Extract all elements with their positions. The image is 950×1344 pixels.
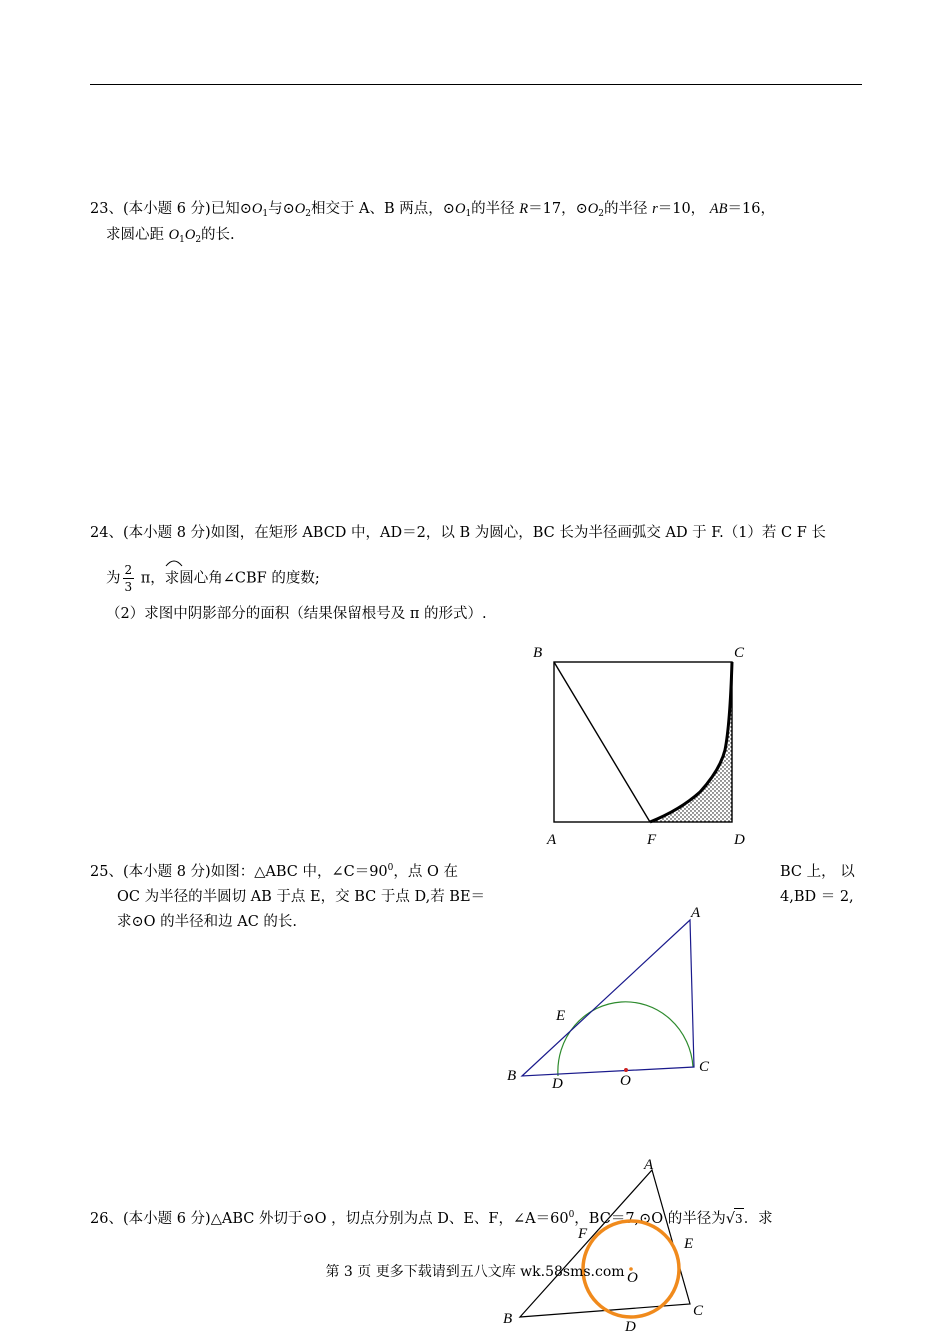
semicircle <box>558 1002 693 1076</box>
q25-line-1-left: 25、(本小题 8 分)如图：△ABC 中，$\angle C=90^0$，点 O 在 <box>90 863 458 880</box>
label-d: D <box>625 1319 636 1335</box>
figure-24-rectangle <box>520 640 780 860</box>
sqrt-radicand: 3 <box>734 1208 744 1229</box>
fraction-two-thirds: $\frac{2}{3}$ <box>124 563 133 594</box>
center-o <box>624 1068 628 1072</box>
label-b: B <box>507 1068 517 1084</box>
q26-line-1: 26、(本小题 6 分)△ABC 外切于⊙O ，切点分别为点 D、E、F，$\angle A=60^0$，BC＝7,⊙O 的半径为√3．求 <box>90 1210 773 1227</box>
q25-line-3: 求⊙O 的半径和边 AC 的长. <box>117 914 298 930</box>
triangle-abc <box>522 920 694 1076</box>
q25-line-2-right: 4,BD ＝ 2, <box>780 889 854 905</box>
arc-mark <box>165 559 183 567</box>
q23-line-1: 23、(本小题 6 分)已知$⊙O_1$与$⊙O_2$相交于 A、B 两点，$⊙O_1$的半径 R＝17，$⊙O_2$的半径 r＝10， AB＝16， <box>90 201 775 219</box>
label-d: D <box>734 832 745 848</box>
q25-line-2-left: OC 为半径的半圆切 AB 于点 E，交 BC 于点 D,若 BE＝ <box>117 889 486 905</box>
label-a: A <box>547 832 557 848</box>
label-d: D <box>552 1076 563 1092</box>
label-o: O <box>620 1073 631 1089</box>
segment-bf <box>554 662 650 822</box>
arc-symbol: 求 <box>165 567 180 591</box>
q24-line-1: 24、(本小题 8 分)如图，在矩形 ABCD 中，AD＝2，以 B 为圆心，BC 长为半径画弧交 AD 于 F.（1）若 C F 长 <box>90 525 826 541</box>
label-e: E <box>684 1236 694 1252</box>
page-footer: 第 3 页 更多下载请到五八文库 wk.58sms.com <box>325 1264 625 1280</box>
label-f: F <box>647 832 657 848</box>
label-c: C <box>693 1303 704 1319</box>
label-f: F <box>578 1226 588 1242</box>
q24-line-3: （2）求图中阴影部分的面积（结果保留根号及 π 的形式）. <box>106 606 487 622</box>
q25-line-1-right: BC 上， 以 <box>780 864 855 880</box>
label-b: B <box>533 645 543 661</box>
triangle-abc <box>520 1170 690 1317</box>
label-c: C <box>699 1059 710 1075</box>
figure-25-triangle <box>500 900 730 1100</box>
label-c: C <box>734 645 745 661</box>
label-o: O <box>627 1270 638 1286</box>
label-a: A <box>644 1157 654 1173</box>
figure-26-incircle <box>500 1152 720 1344</box>
q24-line-2: 为 $\frac{2}{3}$ π， 求圆心角∠CBF 的度数; <box>106 562 320 595</box>
sqrt-symbol: √ <box>725 1211 736 1227</box>
q23-line-2: 求圆心距 $O_1O_2$的长. <box>106 227 235 245</box>
label-b: B <box>503 1311 513 1327</box>
label-a: A <box>691 905 701 921</box>
header-rule <box>90 84 862 85</box>
label-e: E <box>556 1008 566 1024</box>
